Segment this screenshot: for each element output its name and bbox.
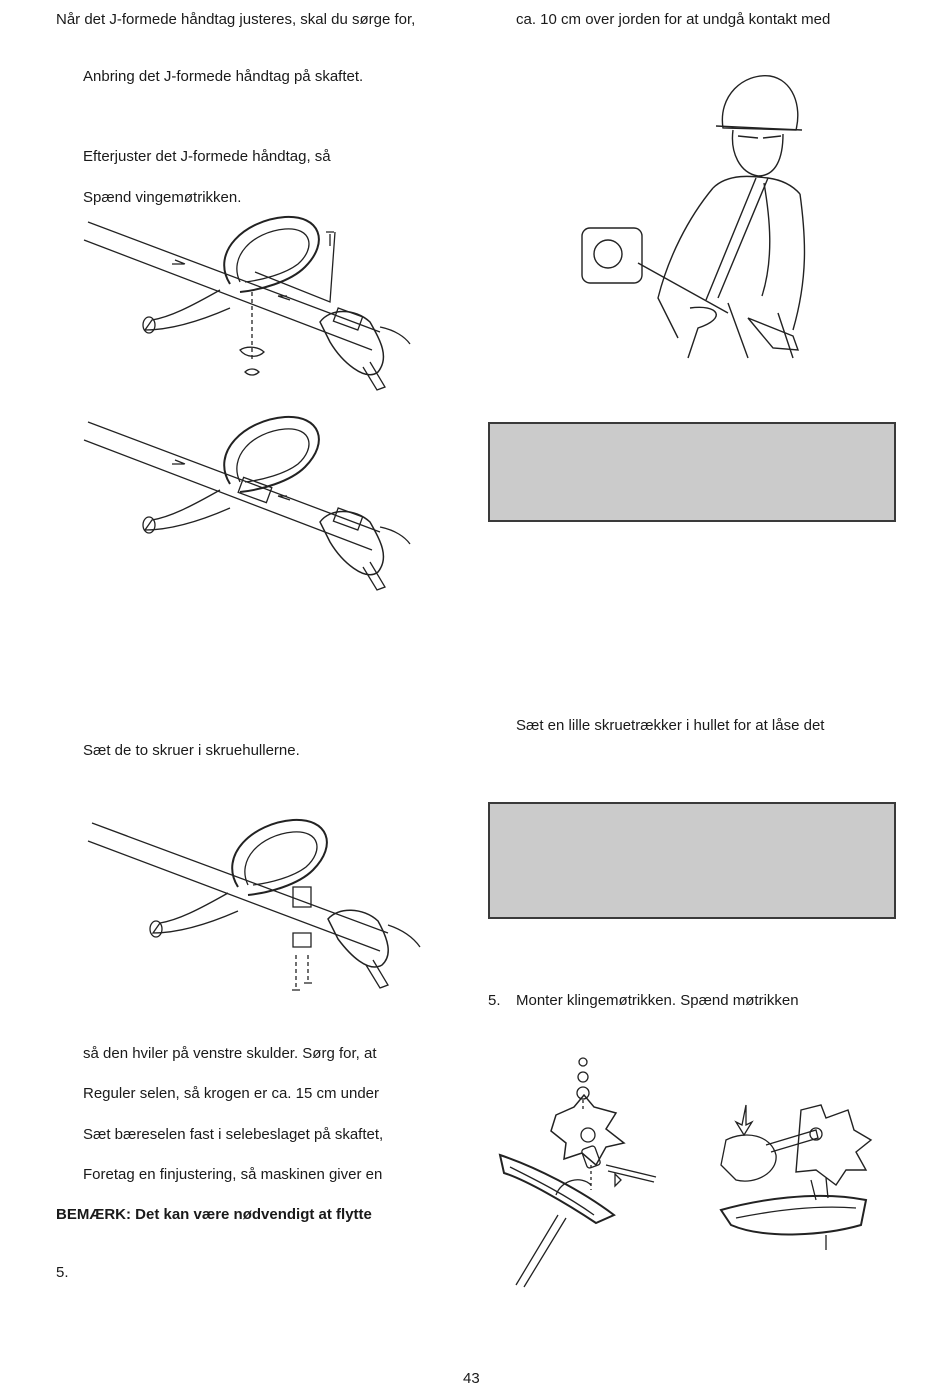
j-handle-assembly-illustration: [80, 212, 420, 392]
note-box: [488, 802, 896, 919]
text-line: Reguler selen, så krogen er ca. 15 cm under: [83, 1085, 379, 1102]
text-line: Sæt de to skruer i skruehullerne.: [83, 742, 300, 759]
page-number: 43: [463, 1370, 480, 1387]
j-handle-mounted-illustration: [80, 412, 420, 592]
step-number: 5.: [56, 1264, 69, 1281]
blade-tightening-illustration: [716, 1100, 876, 1260]
step-text: Monter klingemøtrikken. Spænd møtrikken: [516, 992, 799, 1009]
text-line: så den hviler på venstre skulder. Sørg for, at: [83, 1045, 377, 1062]
note-box: [488, 422, 896, 522]
text-line: Når det J-formede håndtag justeres, skal du sørge for,: [56, 11, 416, 28]
text-line: ca. 10 cm over jorden for at undgå kontakt med: [516, 11, 831, 28]
step-number: 5.: [488, 992, 501, 1009]
text-line: Sæt en lille skruetrækker i hullet for at låse det: [516, 717, 825, 734]
text-line: Foretag en finjustering, så maskinen giver en: [83, 1166, 383, 1183]
handle-clamp-screws-illustration: [88, 815, 428, 1000]
note-heading: BEMÆRK: Det kan være nødvendigt at flytte: [56, 1206, 372, 1223]
text-line: Anbring det J-formede håndtag på skaftet.: [83, 68, 364, 85]
text-line: Spænd vingemøtrikken.: [83, 189, 242, 206]
text-line: Efterjuster det J-formede håndtag, så: [83, 148, 331, 165]
text-line: Sæt bæreselen fast i selebeslaget på skaftet,: [83, 1126, 384, 1143]
operator-harness-illustration: [578, 68, 808, 358]
blade-assembly-illustration: [496, 1055, 676, 1290]
